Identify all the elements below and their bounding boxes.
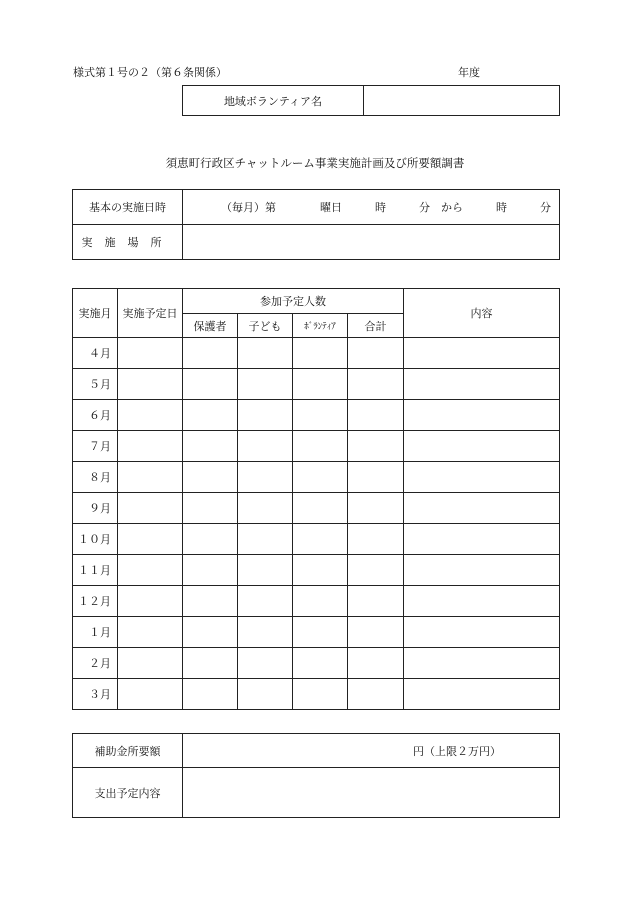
date-cell[interactable] [118, 617, 183, 648]
volunteers-cell[interactable] [293, 369, 348, 400]
date-cell[interactable] [118, 679, 183, 710]
content-cell[interactable] [404, 493, 560, 524]
content-cell[interactable] [404, 462, 560, 493]
total-cell[interactable] [348, 400, 404, 431]
date-cell[interactable] [118, 524, 183, 555]
date-cell[interactable] [118, 369, 183, 400]
col-participants-header: 参加予定人数 [183, 289, 404, 314]
subsidy-amount-unit: 円（上限２万円） [413, 744, 501, 758]
volunteers-cell[interactable] [293, 524, 348, 555]
guardians-cell[interactable] [183, 586, 238, 617]
content-cell[interactable] [404, 617, 560, 648]
month-row [73, 338, 560, 369]
col-guardians-header: 保護者 [183, 314, 238, 338]
subsidy-amount-field[interactable] [183, 734, 560, 768]
content-cell[interactable] [404, 369, 560, 400]
total-cell[interactable] [348, 524, 404, 555]
volunteers-cell[interactable] [293, 400, 348, 431]
guardians-cell[interactable] [183, 617, 238, 648]
children-cell[interactable] [238, 493, 293, 524]
month-row [73, 679, 560, 710]
month-row [73, 369, 560, 400]
children-cell[interactable] [238, 462, 293, 493]
content-cell[interactable] [404, 400, 560, 431]
datetime-label: 基本の実施日時 [73, 190, 183, 225]
month-row [73, 493, 560, 524]
guardians-cell[interactable] [183, 431, 238, 462]
month-label: ５月 [73, 369, 118, 400]
total-cell[interactable] [348, 648, 404, 679]
col-month-header: 実施月 [73, 289, 118, 338]
date-cell[interactable] [118, 462, 183, 493]
volunteers-cell[interactable] [293, 431, 348, 462]
children-cell[interactable] [238, 617, 293, 648]
month-label: ９月 [73, 493, 118, 524]
children-cell[interactable] [238, 431, 293, 462]
total-cell[interactable] [348, 493, 404, 524]
expense-label: 支出予定内容 [73, 768, 183, 818]
year-label: 年度 [458, 66, 480, 79]
month-label: １０月 [73, 524, 118, 555]
content-cell[interactable] [404, 679, 560, 710]
volunteer-name-field[interactable] [364, 86, 560, 116]
col-date-header: 実施予定日 [118, 289, 183, 338]
guardians-cell[interactable] [183, 679, 238, 710]
month-row [73, 524, 560, 555]
plan-table [72, 288, 560, 710]
form-number: 様式第１号の２（第６条関係） [73, 66, 227, 79]
month-row [73, 648, 560, 679]
col-total-header: 合計 [348, 314, 404, 338]
col-content-header: 内容 [404, 289, 560, 338]
datetime-field[interactable]: （毎月）第 曜日 時 分 から 時 分 [183, 190, 560, 225]
content-cell[interactable] [404, 524, 560, 555]
date-cell[interactable] [118, 586, 183, 617]
children-cell[interactable] [238, 555, 293, 586]
children-cell[interactable] [238, 679, 293, 710]
total-cell[interactable] [348, 338, 404, 369]
month-label: １１月 [73, 555, 118, 586]
volunteers-cell[interactable] [293, 555, 348, 586]
month-label: ４月 [73, 338, 118, 369]
date-cell[interactable] [118, 431, 183, 462]
children-cell[interactable] [238, 648, 293, 679]
expense-field[interactable] [183, 768, 560, 818]
content-cell[interactable] [404, 648, 560, 679]
total-cell[interactable] [348, 679, 404, 710]
col-children-header: 子ども [238, 314, 293, 338]
children-cell[interactable] [238, 338, 293, 369]
month-label: ８月 [73, 462, 118, 493]
volunteer-name-label: 地域ボランティア名 [183, 86, 364, 116]
month-label: １２月 [73, 586, 118, 617]
content-cell[interactable] [404, 555, 560, 586]
volunteers-cell[interactable] [293, 338, 348, 369]
place-field[interactable] [183, 225, 560, 260]
guardians-cell[interactable] [183, 462, 238, 493]
total-cell[interactable] [348, 462, 404, 493]
month-label: ２月 [73, 648, 118, 679]
children-cell[interactable] [238, 586, 293, 617]
guardians-cell[interactable] [183, 555, 238, 586]
total-cell[interactable] [348, 431, 404, 462]
guardians-cell[interactable] [183, 493, 238, 524]
date-cell[interactable] [118, 493, 183, 524]
month-label: ６月 [73, 400, 118, 431]
volunteers-cell[interactable] [293, 617, 348, 648]
month-row [73, 400, 560, 431]
total-cell[interactable] [348, 617, 404, 648]
date-cell[interactable] [118, 648, 183, 679]
document-title: 須恵町行政区チャットルーム事業実施計画及び所要額調書 [165, 156, 465, 170]
month-label: ７月 [73, 431, 118, 462]
subsidy-amount-label: 補助金所要額 [73, 734, 183, 768]
col-volunteers-header: ﾎﾞﾗﾝﾃｨｱ [293, 314, 348, 338]
volunteers-cell[interactable] [293, 648, 348, 679]
volunteers-cell[interactable] [293, 679, 348, 710]
total-cell[interactable] [348, 586, 404, 617]
volunteers-cell[interactable] [293, 586, 348, 617]
children-cell[interactable] [238, 400, 293, 431]
volunteers-cell[interactable] [293, 493, 348, 524]
month-row [73, 431, 560, 462]
guardians-cell[interactable] [183, 369, 238, 400]
place-label: 実施場所 [73, 225, 183, 260]
volunteers-cell[interactable] [293, 462, 348, 493]
guardians-cell[interactable] [183, 524, 238, 555]
guardians-cell[interactable] [183, 400, 238, 431]
content-cell[interactable] [404, 586, 560, 617]
month-row [73, 617, 560, 648]
total-cell[interactable] [348, 369, 404, 400]
month-label: ３月 [73, 679, 118, 710]
content-cell[interactable] [404, 338, 560, 369]
month-row [73, 586, 560, 617]
month-label: １月 [73, 617, 118, 648]
schedule-table [72, 189, 560, 260]
total-cell[interactable] [348, 555, 404, 586]
children-cell[interactable] [238, 524, 293, 555]
children-cell[interactable] [238, 369, 293, 400]
guardians-cell[interactable] [183, 648, 238, 679]
month-row [73, 462, 560, 493]
guardians-cell[interactable] [183, 338, 238, 369]
date-cell[interactable] [118, 338, 183, 369]
content-cell[interactable] [404, 431, 560, 462]
date-cell[interactable] [118, 400, 183, 431]
date-cell[interactable] [118, 555, 183, 586]
budget-table [72, 733, 560, 818]
volunteer-name-table [182, 85, 560, 116]
month-row [73, 555, 560, 586]
